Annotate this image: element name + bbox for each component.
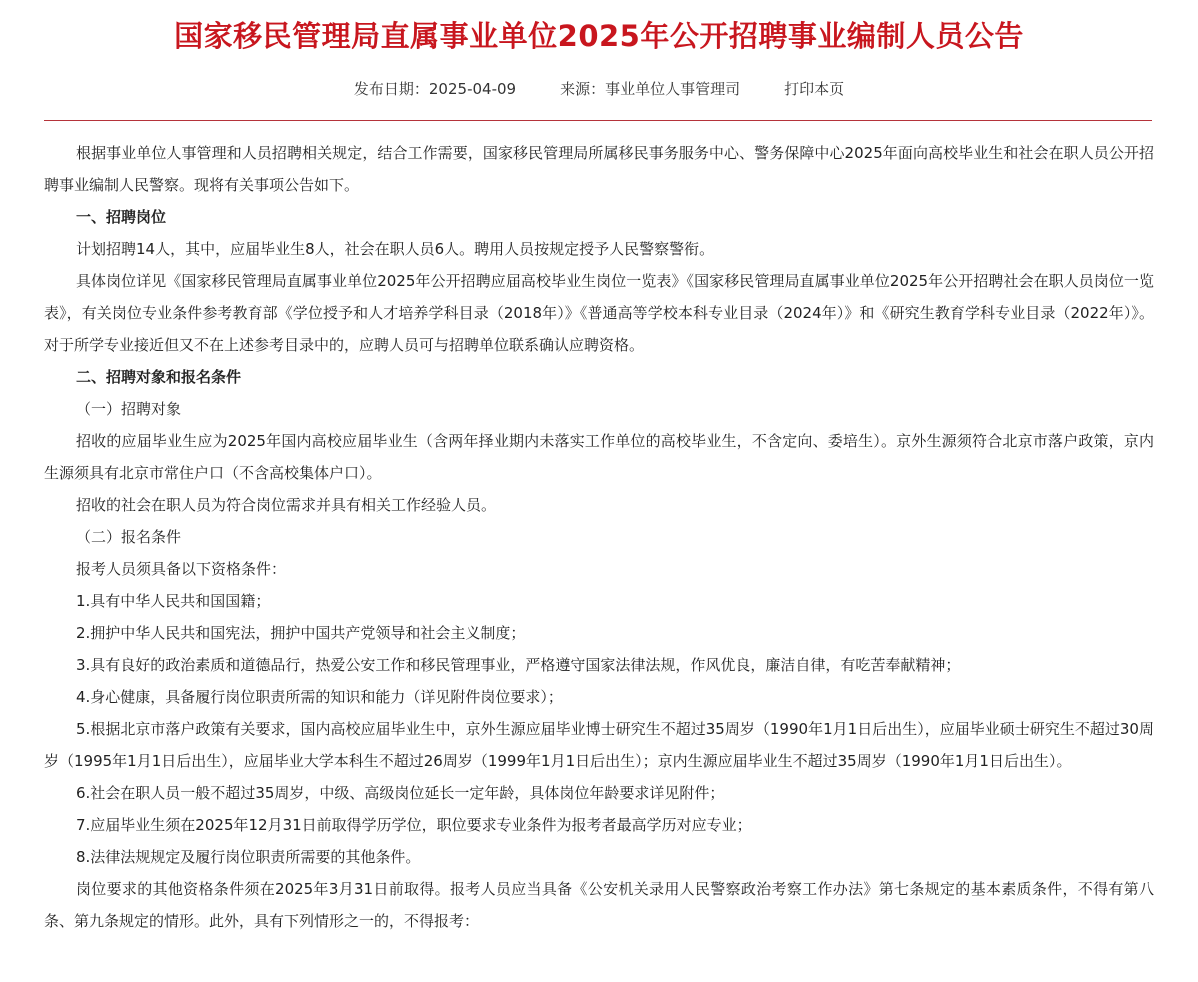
condition-item: 5.根据北京市落户政策有关要求，国内高校应届毕业生中，京外生源应届毕业博士研究生不超过35周岁（1990年1月1日后出生），应届毕业硕士研究生不超过30周岁（1995年1月1日后出生），应届毕业大学本科生不超过26周岁（1999年1月1日后出生）；京内生源应届毕业生不超过35周岁（1990年1月1日后出生）。 — [44, 720, 1154, 770]
condition-item: 7.应届毕业生须在2025年12月31日前取得学历学位，职位要求专业条件为报考者最高学历对应专业； — [76, 816, 752, 834]
article-meta — [44, 78, 1154, 100]
paragraph: 岗位要求的其他资格条件须在2025年3月31日前取得。报考人员应当具备《公安机关录用人民警察政治考察工作办法》第七条规定的基本素质条件，不得有第八条、第九条规定的情形。此外，具有下列情形之一的，不得报考： — [44, 880, 1154, 930]
condition-item: 1.具有中华人民共和国国籍； — [76, 592, 271, 610]
article-container — [44, 0, 1154, 937]
article-body — [44, 137, 1154, 937]
article-source: 来源：事业单位人事管理司 — [560, 80, 741, 98]
condition-item: 2.拥护中华人民共和国宪法，拥护中国共产党领导和社会主义制度； — [76, 624, 526, 642]
subsection-heading-conditions: （二）报名条件 — [76, 528, 182, 546]
publish-date: 发布日期：2025-04-09 — [353, 80, 517, 98]
paragraph: 招收的应届毕业生应为2025年国内高校应届毕业生（含两年择业期内未落实工作单位的高校毕业生，不含定向、委培生）。京外生源须符合北京市落户政策，京内生源须具有北京市常住户口（不含高校集体户口）。 — [44, 432, 1154, 482]
condition-item: 6.社会在职人员一般不超过35周岁，中级、高级岗位延长一定年龄，具体岗位年龄要求详见附件； — [76, 784, 725, 802]
condition-item: 4.身心健康，具备履行岗位职责所需的知识和能力（详见附件岗位要求）； — [76, 688, 563, 706]
print-page-link[interactable]: 打印本页 — [784, 80, 845, 98]
paragraph: 具体岗位详见《国家移民管理局直属事业单位2025年公开招聘应届高校毕业生岗位一览表》《国家移民管理局直属事业单位2025年公开招聘社会在职人员岗位一览表》，有关岗位专业条件参考教育部《学位授予和人才培养学科目录（2018年）》《普通高等学校本科专业目录（2024年）》和《研究生教育学科专业目录（2022年）》。对于所学专业接近但又不在上述参考目录中的，应聘人员可与招聘单位联系确认应聘资格。 — [44, 272, 1154, 354]
page-title: 国家移民管理局直属事业单位2025年公开招聘事业编制人员公告 — [174, 19, 1024, 53]
subsection-heading-targets: （一）招聘对象 — [76, 400, 182, 418]
paragraph: 招收的社会在职人员为符合岗位需求并具有相关工作经验人员。 — [76, 496, 497, 514]
condition-item: 3.具有良好的政治素质和道德品行，热爱公安工作和移民管理事业，严格遵守国家法律法规，作风优良，廉洁自律，有吃苦奉献精神； — [76, 656, 961, 674]
section-heading-positions: 一、招聘岗位 — [76, 208, 167, 226]
section-heading-eligibility: 二、招聘对象和报名条件 — [76, 368, 242, 386]
paragraph: 计划招聘14人，其中，应届毕业生8人，社会在职人员6人。聘用人员按规定授予人民警察警衔。 — [76, 240, 715, 258]
paragraph: 报考人员须具备以下资格条件： — [76, 560, 287, 578]
title-divider — [44, 120, 1152, 121]
condition-item: 8.法律法规规定及履行岗位职责所需要的其他条件。 — [76, 848, 421, 866]
intro-paragraph: 根据事业单位人事管理和人员招聘相关规定，结合工作需要，国家移民管理局所属移民事务服务中心、警务保障中心2025年面向高校毕业生和社会在职人员公开招聘事业编制人民警察。现将有关事项公告如下。 — [44, 144, 1154, 194]
